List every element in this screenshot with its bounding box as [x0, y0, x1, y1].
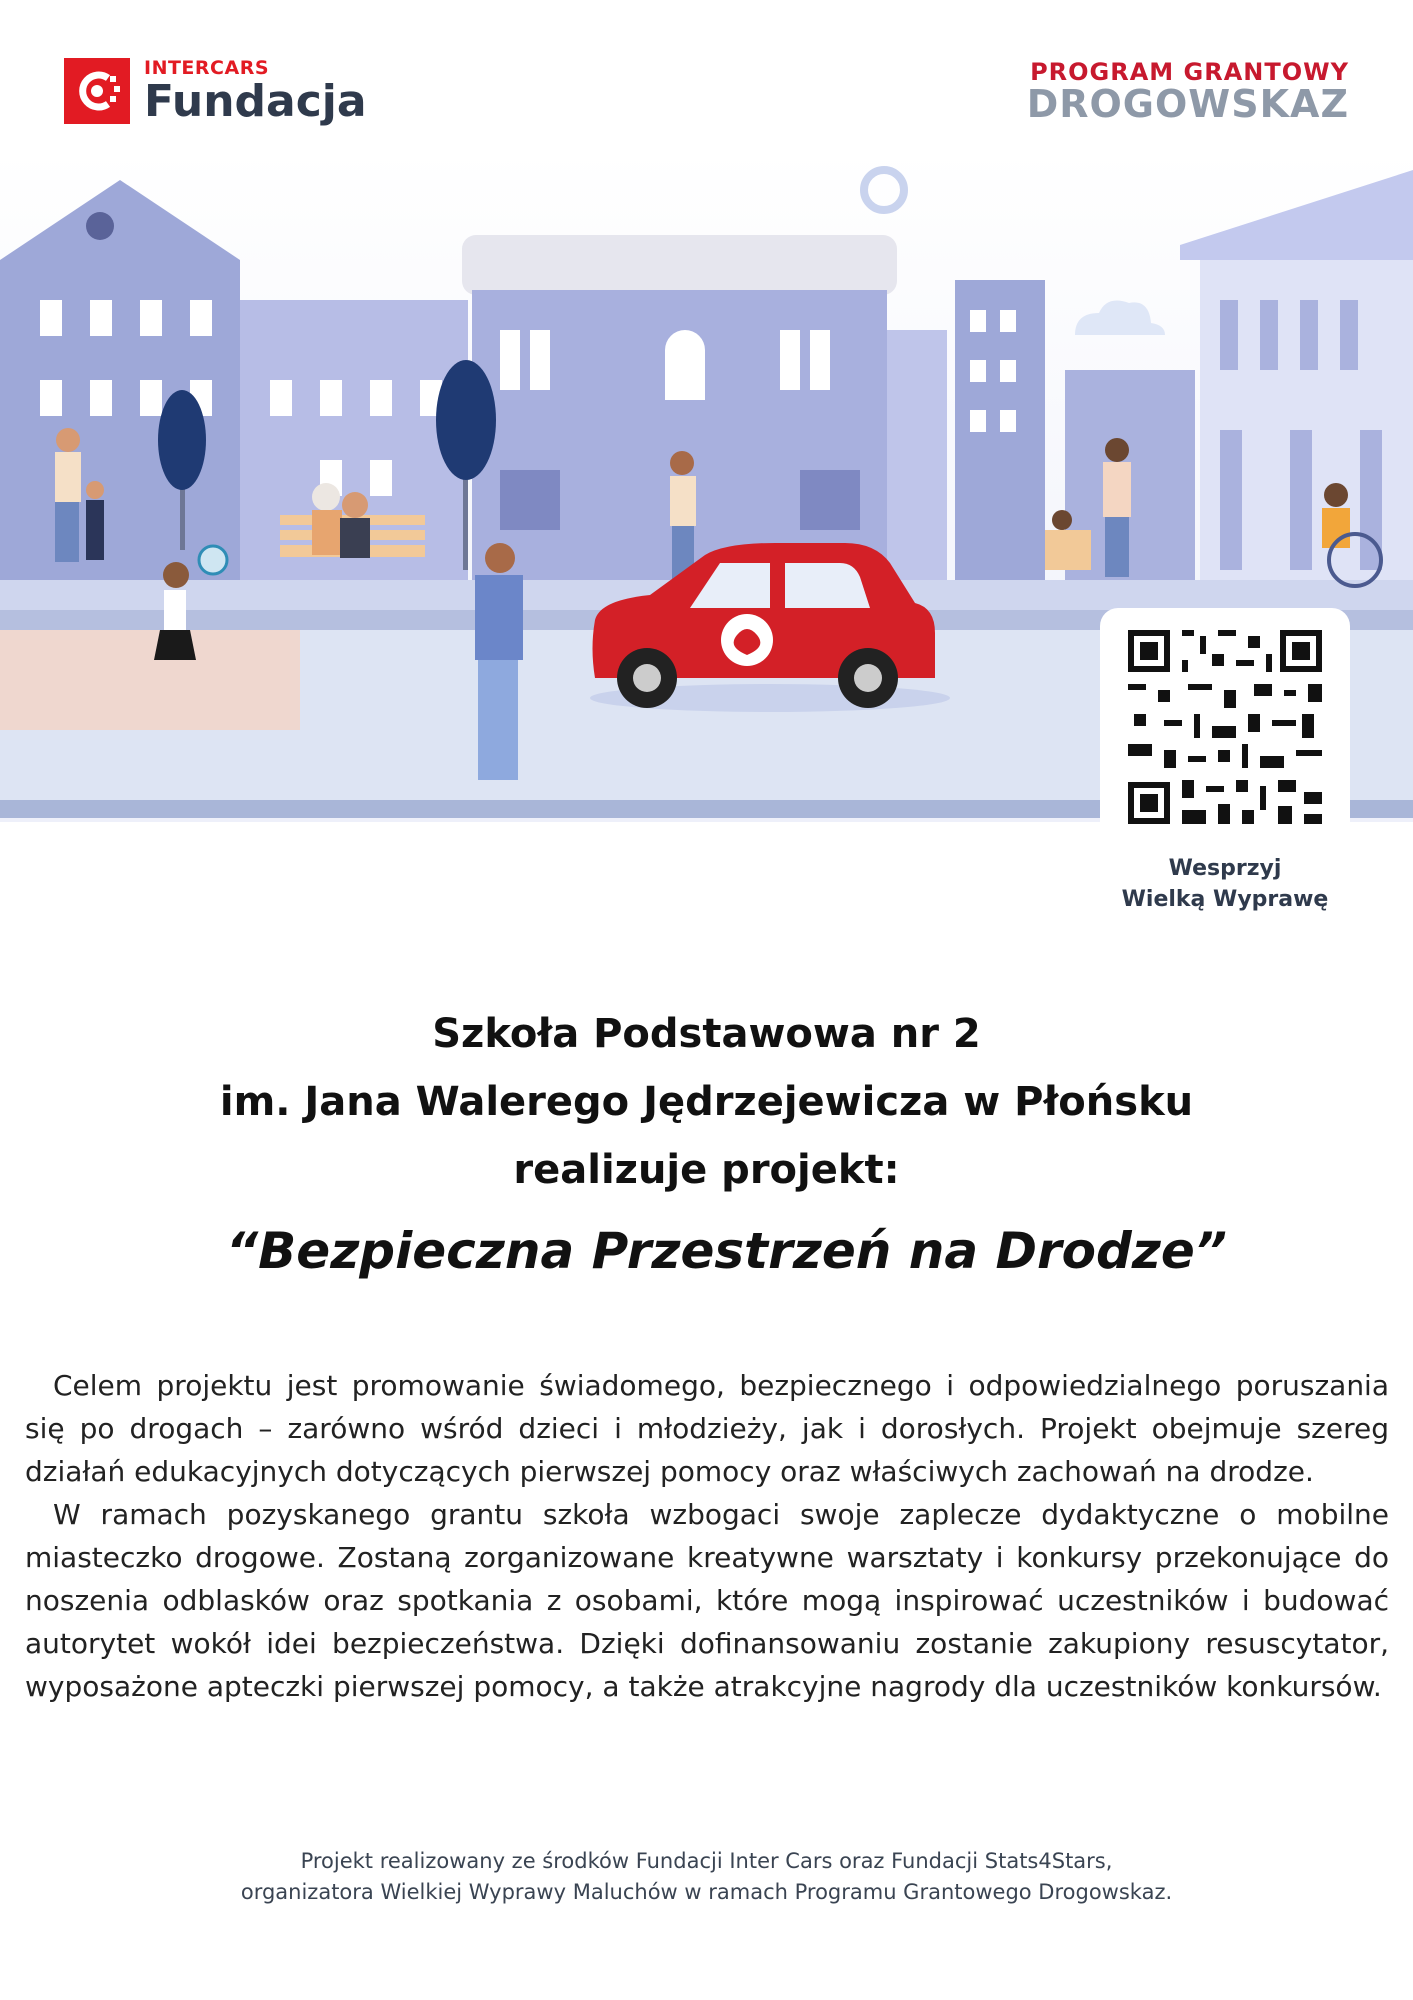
qr-code-icon [1100, 608, 1350, 848]
footer-line1: Projekt realizowany ze środków Fundacji Inter Cars oraz Fundacji Stats4Stars, [300, 1849, 1113, 1873]
title-line3: realizuje projekt: [513, 1147, 900, 1193]
description-paragraph-2: W ramach pozyskanego grantu szkoła wzbogaci swoje zaplecze dydaktyczne o mobilne miasteczko drogowe. Zostaną zorganizowane kreatywne warsztaty i konkursy przekonujące do noszenia odblasków oraz spotkania z osobami, które mogą inspirować uczestników i budować autorytet wokół idei bezpieczeństwa. Dzięki dofinansowaniu zostanie zakupiony resuscytator, wyposażone apteczki pierwszej pomocy, a także atrakcyjne nagrody dla uczestników konkursów. [25, 1498, 1389, 1703]
qr-code-card [1100, 608, 1350, 848]
footer-note [0, 1846, 1413, 1908]
project-description [25, 1364, 1389, 1708]
program-grantowy-logo [1027, 60, 1349, 125]
qr-caption [1100, 854, 1350, 916]
intercars-fundacja-logo [64, 56, 367, 127]
title-line2: im. Jana Walerego Jędrzejewicza w Płońsku [219, 1079, 1194, 1125]
program-line2: DROGOWSKAZ [1026, 82, 1349, 127]
title-line1: Szkoła Podstawowa nr 2 [432, 1011, 981, 1057]
logo-fundacja-text: Fundacja [144, 75, 367, 127]
project-name: “Bezpieczna Przestrzeń na Drodze” [225, 1222, 1228, 1280]
school-title [0, 1000, 1413, 1204]
intercars-logo-mark-icon [64, 58, 130, 124]
logo-intercars-text: INTERCARS [144, 56, 270, 79]
qr-caption-line2: Wielką Wyprawę [1121, 886, 1329, 912]
footer-line2: organizatora Wielkiej Wyprawy Maluchów w ramach Programu Grantowego Drogowskaz. [240, 1880, 1173, 1904]
description-paragraph-1: Celem projektu jest promowanie świadomego, bezpiecznego i odpowiedzialnego poruszania się po drogach – zarówno wśród dzieci i młodzieży, jak i dorosłych. Projekt obejmuje szereg działań edukacyjnych dotyczących pierwszej pomocy oraz właściwych zachowań na drodze. [25, 1369, 1389, 1488]
qr-caption-line1: Wesprzyj [1168, 856, 1282, 881]
program-line1: PROGRAM GRANTOWY [1030, 58, 1349, 86]
